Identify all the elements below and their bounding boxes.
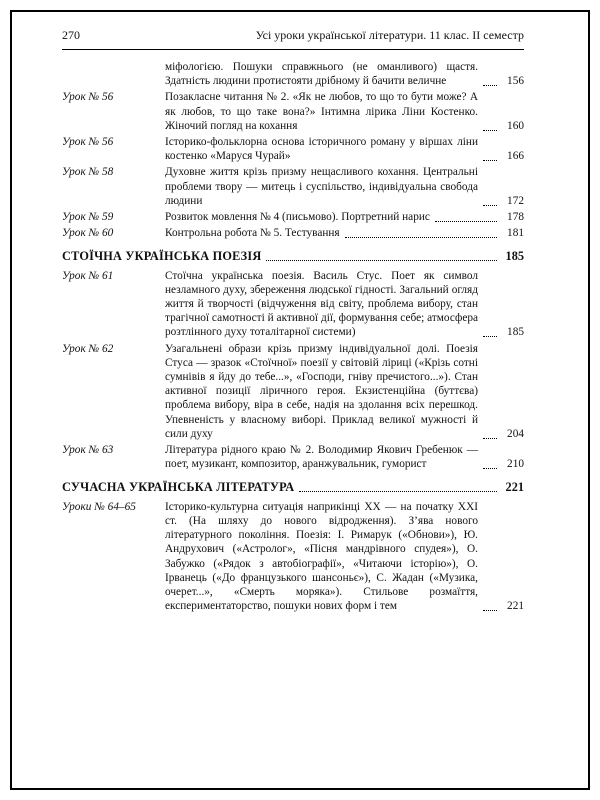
- lesson-label: Урок № 58: [62, 166, 114, 179]
- entry-text: Узагальнені образи крізь призму індивідуальної долі. Поезія Стуса — зразок «Стоїчної» поезії у світовій ліриці («Крізь сотні сумнівів я йду до тебе...», «Господи, гніву пречистого...»). Стан активної позиції ліричного героя. Екзистенційна (буттєва) проблема вибору, віра в себе, надія на здолання всіх перешкод. Упевненість у власному виборі. Приклад великої мужності й сили духу: [165, 342, 478, 440]
- dot-leader: [299, 491, 497, 492]
- dot-leader: [483, 205, 497, 206]
- lesson-label: Уроки № 64–65: [62, 500, 136, 513]
- dot-leader: [483, 610, 497, 611]
- entry-page-number: 172: [507, 194, 524, 207]
- entry-page-number: 204: [507, 427, 524, 440]
- toc-entry: [62, 226, 524, 240]
- lesson-label: Урок № 56: [62, 136, 114, 149]
- section-heading: [62, 480, 524, 494]
- section-title: СУЧАСНА УКРАЇНСЬКА ЛІТЕРАТУРА: [62, 480, 295, 495]
- entry-page-number: 181: [507, 227, 524, 240]
- entry-page-number: 156: [507, 75, 524, 88]
- dot-leader: [483, 468, 497, 469]
- entry-page-number: 185: [507, 326, 524, 339]
- dot-leader: [483, 130, 497, 131]
- entry-text: Позакласне читання № 2. «Як не любов, то що то бути може? А як любов, то що таке вона?» Інтимна лірика Ліни Костенко. Жіночий погляд на кохання: [165, 91, 478, 132]
- dot-leader: [435, 221, 497, 222]
- toc-entry: [62, 60, 524, 88]
- page-number: 270: [62, 28, 80, 42]
- lesson-label: [62, 60, 165, 88]
- dot-leader: [483, 336, 497, 337]
- dot-leader: [345, 237, 497, 238]
- entry-text: Стоїчна українська поезія. Василь Стус. Поет як символ незламного духу, збереження людської гідності. Загальний огляд життя й творчості (відчуження від світу, проблема вибору, стан трагічної самотності й активної дії, формування себе; атмосфера розтлінного духу тоталітарної системи): [165, 269, 478, 339]
- entry-text: Розвиток мовлення № 4 (письмово). Портретний нарис: [165, 211, 430, 224]
- dot-leader: [483, 160, 497, 161]
- running-title: Усі уроки української літератури. 11 клас. ІІ семестр: [255, 28, 524, 42]
- entry-page-number: 166: [507, 150, 524, 163]
- section-page-number: 185: [505, 249, 524, 264]
- lesson-label: Урок № 60: [62, 227, 114, 240]
- dot-leader: [483, 85, 497, 86]
- lesson-label: Урок № 63: [62, 444, 114, 457]
- dot-leader: [483, 438, 497, 439]
- lesson-label: Урок № 59: [62, 211, 114, 224]
- toc-entry: [62, 500, 524, 614]
- entry-page-number: 160: [507, 119, 524, 132]
- entry-page-number: 210: [507, 458, 524, 471]
- entry-text: Література рідного краю № 2. Володимир Якович Гребенюк — поет, музикант, композитор, аранжувальник, гуморист: [165, 444, 478, 471]
- entry-text: Історико-культурна ситуація наприкінці ХХ — на початку ХХІ ст. (На шляху до нового відродження). З’ява нового літературного покоління. Поезія: І. Римарук («Обнови»), Ю. Андрухович («Астролог», «Пісня мандрівного спудея»), О. Забужко («Рядок з автобіографії», «Читаючи історію»), О. Ірванець («До французького шансоньє»), С. Жадан («Музика, очерет...», «Смерть моряка»). Стильове розмаїття, експериментаторство, пошуки нових форм і тем: [165, 500, 478, 613]
- toc-entry: [62, 443, 524, 471]
- toc-entry: [62, 90, 524, 133]
- dot-leader: [266, 260, 497, 261]
- toc-entry: [62, 342, 524, 441]
- lesson-label: Урок № 61: [62, 269, 114, 282]
- toc-entry: [62, 165, 524, 208]
- table-of-contents: [62, 60, 524, 613]
- section-page-number: 221: [505, 480, 524, 495]
- entry-text: міфологією. Пошуки справжнього (не оманливого) щастя. Здатність людини протистояти дрібному й бачити величне: [165, 61, 478, 88]
- lesson-label: Урок № 56: [62, 91, 114, 104]
- page-frame: [10, 10, 590, 790]
- header-rule: [62, 49, 524, 50]
- entry-text: Контрольна робота № 5. Тестування: [165, 227, 340, 240]
- entry-page-number: 221: [507, 600, 524, 613]
- section-title: СТОЇЧНА УКРАЇНСЬКА ПОЕЗІЯ: [62, 249, 262, 264]
- toc-entry: [62, 210, 524, 224]
- toc-entry: [62, 269, 524, 340]
- entry-page-number: 178: [507, 211, 524, 224]
- entry-text: Духовне життя крізь призму нещасливого кохання. Центральні проблеми твору — митець і суспільство, індивідуальна свобода людини: [165, 166, 478, 207]
- page-header: [62, 28, 524, 43]
- section-heading: [62, 249, 524, 263]
- entry-text: Історико-фольклорна основа історичного роману у віршах ліни костенко «Маруся Чурай»: [165, 136, 478, 163]
- toc-entry: [62, 135, 524, 163]
- lesson-label: Урок № 62: [62, 342, 114, 355]
